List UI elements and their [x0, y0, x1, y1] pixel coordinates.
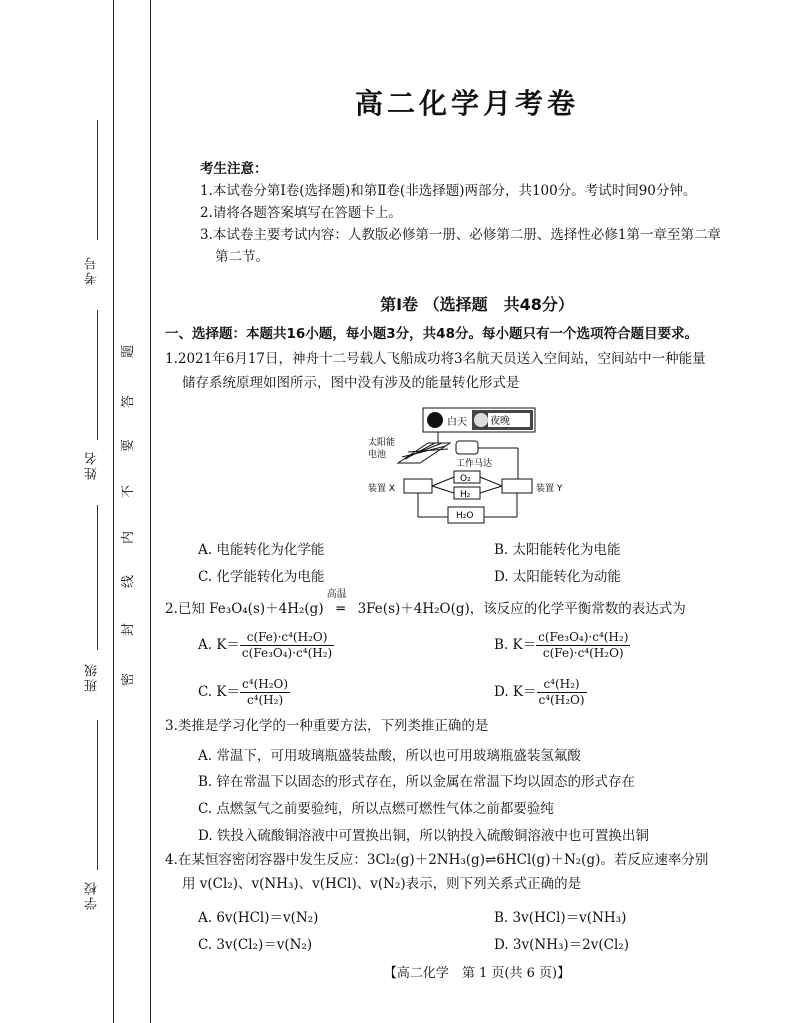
- device-x: [404, 479, 432, 493]
- device-y: [502, 479, 532, 493]
- q1-option-a[interactable]: A. 电能转化为化学能: [198, 542, 325, 558]
- q2-b-label: B. K＝: [494, 637, 537, 653]
- q3-option-c[interactable]: C. 点燃氢气之前要验纯，所以点燃可燃性气体之前都要验纯: [198, 801, 554, 817]
- notice-head: 考生注意：: [200, 161, 268, 177]
- q2-a-label: A. K＝: [198, 637, 240, 653]
- q3-option-b[interactable]: B. 锌在常温下以固态的形式存在，所以金属在常温下均以固态的形式存在: [198, 774, 636, 790]
- notice-block: [200, 158, 721, 268]
- q3-option-d[interactable]: D. 铁投入硫酸铜溶液中可置换出铜，所以钠投入硫酸铜溶液中也可置换出铜: [198, 828, 649, 844]
- notice-item: 3.本试卷主要考试内容：人教版必修第一册、必修第二册、选择性必修1第一章至第二章: [200, 227, 721, 243]
- q2-stem: 2.已知 Fe₃O₄(s)＋4H₂(g) 高温 ═ 3Fe(s)＋4H₂O(g)，该反应的化学平衡常数的表达式为: [165, 597, 686, 621]
- motor-label: 工作马达: [456, 459, 493, 469]
- q3-option-a[interactable]: A. 常温下，可用玻璃瓶盛装盐酸，所以也可用玻璃瓶盛装氢氟酸: [198, 748, 581, 764]
- class-label: 班级: [85, 662, 100, 692]
- h2-label: H₂: [460, 490, 471, 500]
- seal-char: 封: [121, 622, 137, 637]
- night-label: 夜晚: [490, 416, 510, 427]
- seal-char: 要: [121, 438, 137, 453]
- notice-item: 1.本试卷分第Ⅰ卷(选择题)和第Ⅱ卷(非选择题)两部分，共100分。考试时间90分钟。: [200, 183, 697, 199]
- exam-no-line: [97, 120, 98, 240]
- seal-char: 内: [121, 530, 137, 545]
- seal-char: 密: [121, 672, 137, 687]
- q4-option-a[interactable]: A. 6v(HCl)＝v(N₂): [198, 910, 319, 926]
- q2-c-den: c⁴(H₂): [246, 693, 284, 707]
- q1-line1: 1.2021年6月17日，神舟十二号载人飞船成功将3名航天员送入空间站，空间站中一种能量: [165, 351, 706, 367]
- solar-label-1: 太阳能: [368, 438, 396, 448]
- seal-char: 题: [121, 344, 137, 359]
- part-title: 第Ⅰ卷 （选择题 共48分）: [380, 295, 574, 314]
- q4-option-b[interactable]: B. 3v(HCl)＝v(NH₃): [494, 910, 627, 926]
- q2-d-den: c⁴(H₂O): [538, 693, 585, 707]
- seal-char: 不: [121, 484, 137, 499]
- q4-line2: 用 v(Cl₂)、v(NH₃)、v(HCl)、v(N₂)表示，则下列关系式正确的是: [182, 876, 582, 892]
- q4-option-c[interactable]: C. 3v(Cl₂)＝v(N₂): [198, 937, 313, 953]
- q1-option-c[interactable]: C. 化学能转化为电能: [198, 569, 325, 585]
- binding-line-right: [150, 0, 151, 1023]
- q2-a-den: c(Fe₃O₄)·c⁴(H₂): [241, 646, 333, 660]
- q3-stem: 3.类推是学习化学的一种重要方法，下列类推正确的是: [165, 718, 489, 734]
- q2-condition: 高温: [326, 589, 347, 600]
- moon-icon: [474, 413, 488, 427]
- page-footer: 【高二化学 第 1 页(共 6 页)】: [383, 966, 571, 981]
- seal-char: 线: [121, 574, 137, 589]
- o2-label: O₂: [460, 474, 471, 484]
- q2-option-c[interactable]: [198, 677, 290, 708]
- q2-b-den: c(Fe)·c⁴(H₂O): [542, 646, 624, 660]
- q1-stem: [165, 347, 706, 395]
- q2-option-a[interactable]: [198, 630, 334, 661]
- h2o-label: H₂O: [456, 511, 474, 521]
- seal-char: 答: [121, 394, 137, 409]
- page-title: 高二化学月考卷: [354, 87, 579, 120]
- q2-post: 3Fe(s)＋4H₂O(g)，该反应的化学平衡常数的表达式为: [357, 601, 686, 617]
- binding-line-left: [113, 0, 114, 1023]
- q1-option-b[interactable]: B. 太阳能转化为电能: [494, 542, 621, 558]
- solar-panel-icon: [398, 443, 450, 463]
- q4-stem: [165, 848, 708, 896]
- device-x-label: 装置 X: [368, 484, 396, 494]
- name-line: [97, 310, 98, 440]
- q2-d-label: D. K＝: [494, 684, 537, 700]
- exam-no-label: 考号: [85, 255, 100, 285]
- q1-line2: 储存系统原理如图所示，图中没有涉及的能量转化形式是: [182, 375, 520, 391]
- q2-option-d[interactable]: [494, 677, 587, 708]
- q2-a-num: c(Fe)·c⁴(H₂O): [240, 630, 334, 646]
- notice-item: 2.请将各题答案填写在答题卡上。: [200, 205, 402, 221]
- solar-label-2: 电池: [368, 450, 387, 460]
- q2-c-label: C. K＝: [198, 684, 241, 700]
- energy-storage-diagram: [368, 405, 588, 535]
- sun-icon: [427, 412, 443, 428]
- q2-option-b[interactable]: [494, 630, 630, 661]
- school-line: [97, 720, 98, 870]
- q2-d-num: c⁴(H₂): [537, 677, 587, 693]
- q2-pre: 2.已知 Fe₃O₄(s)＋4H₂(g): [165, 601, 324, 617]
- day-label: 白天: [447, 417, 467, 428]
- q2-b-num: c(Fe₃O₄)·c⁴(H₂): [538, 630, 629, 644]
- device-y-label: 装置 Y: [536, 484, 563, 494]
- q1-option-d[interactable]: D. 太阳能转化为动能: [494, 569, 621, 585]
- school-label: 学校: [85, 880, 100, 910]
- motor-icon: [456, 441, 478, 454]
- class-line: [97, 505, 98, 650]
- name-label: 姓名: [85, 450, 100, 480]
- section-heading: 一、选择题：本题共16小题，每小题3分，共48分。每小题只有一个选项符合题目要求。: [165, 326, 698, 342]
- q2-c-num: c⁴(H₂O): [242, 677, 289, 691]
- q4-line1: 4.在某恒容密闭容器中发生反应：3Cl₂(g)＋2NH₃(g)⇌6HCl(g)＋N₂(g)。若反应速率分别: [165, 852, 709, 868]
- q4-option-d[interactable]: D. 3v(NH₃)＝2v(Cl₂): [494, 937, 629, 953]
- notice-item: 第二节。: [215, 249, 269, 265]
